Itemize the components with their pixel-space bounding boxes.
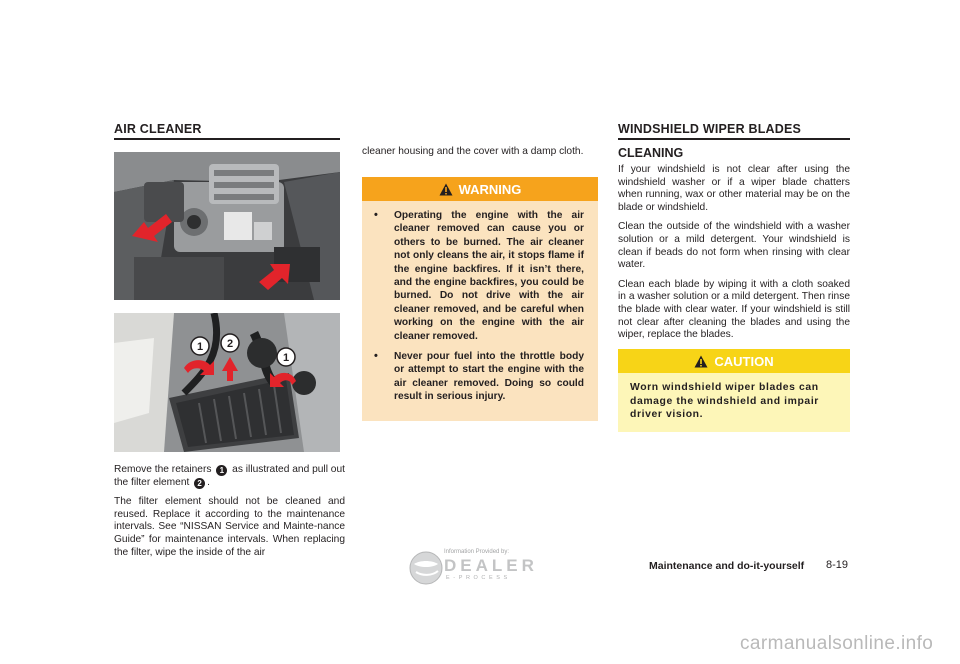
warning-item: • Never pour fuel into the throttle body or attempt to start the engine with the air cleaner removed. Doing so could result in serious injury.	[372, 350, 584, 404]
warning-triangle-icon	[439, 183, 453, 196]
svg-text:2: 2	[226, 338, 234, 350]
callout-1-icon: 1	[216, 465, 227, 476]
watermark-text: carmanualsonline.info	[740, 633, 934, 654]
footer-page-number: 8-19	[826, 559, 849, 571]
caution-triangle-icon	[694, 355, 708, 368]
continued-paragraph: cleaner housing and the cover with a damp cloth.	[362, 146, 584, 157]
dealer-globe-icon	[408, 550, 444, 586]
dealer-sub: E-PROCESS	[446, 575, 511, 581]
dealer-tagline: Information Provided by:	[444, 549, 510, 555]
warning-header	[362, 177, 598, 201]
engine-bay-photo	[114, 152, 340, 300]
wiper-paragraph: If your windshield is not clear after using the windshield washer or if a wiper blade chatters when running, wax or other material may be on the blade or windshield.	[618, 164, 850, 213]
caution-box	[618, 349, 850, 432]
warning-title: WARNING	[458, 181, 522, 197]
air-cleaner-box-photo	[114, 313, 340, 452]
subhead-cleaning: CLEANING	[618, 146, 684, 160]
caution-header	[618, 349, 850, 373]
text-period: .	[207, 476, 210, 488]
text-pull-filter: as illustrated and pull out the filter element	[114, 464, 345, 488]
callout-2-icon: 2	[194, 478, 205, 489]
wiper-paragraph: Clean each blade by wiping it with a cloth soaked in a washer solution or a mild detergent. Then rinse the blade with clear water. If your windshield is still not clear after cleaning the blades and using the wiper, replace the blades.	[618, 278, 850, 341]
retainers-instruction	[114, 464, 345, 489]
svg-text:1: 1	[282, 352, 290, 364]
svg-text:1: 1	[196, 341, 204, 353]
warning-list	[372, 209, 584, 404]
caution-text: Worn windshield wiper blades can damage the windshield and impair driver vision.	[630, 382, 819, 421]
section-title-wiper-blades: WINDSHIELD WIPER BLADES	[618, 122, 850, 140]
footer-chapter-title: Maintenance and do-it-yourself	[649, 560, 805, 572]
warning-item: • Operating the engine with the air cleaner removed can cause you or others to be burned. The air cleaner not only cleans the air, it stops flame if the engine backfires. If it isn’t there, and the engine backfires, you could be burned. Do not drive with the air cleaner removed, and be careful when working on the engine with the air cleaner removed.	[372, 209, 584, 343]
dealer-name: DEALER	[444, 556, 538, 575]
caution-title: CAUTION	[714, 353, 774, 369]
dealer-logo	[408, 549, 554, 587]
middle-column-text	[362, 146, 598, 166]
right-column-text	[618, 164, 850, 349]
warning-box	[362, 177, 598, 421]
section-title-air-cleaner: AIR CLEANER	[114, 122, 340, 140]
text-remove-retainers: Remove the retainers	[114, 464, 212, 475]
filter-replacement-paragraph: The filter element should not be cleaned and reused. Replace it according to the maintenance intervals. See “NISSAN Service and Mainte-nance Guide” for maintenance intervals. When replacing the filter, wipe the inside of the air	[114, 496, 345, 558]
wiper-paragraph: Clean the outside of the windshield with a washer solution or a mild detergent. Your windshield is clean if beads do not form when rinsing with clear water.	[618, 221, 850, 271]
left-column-text	[114, 464, 345, 566]
